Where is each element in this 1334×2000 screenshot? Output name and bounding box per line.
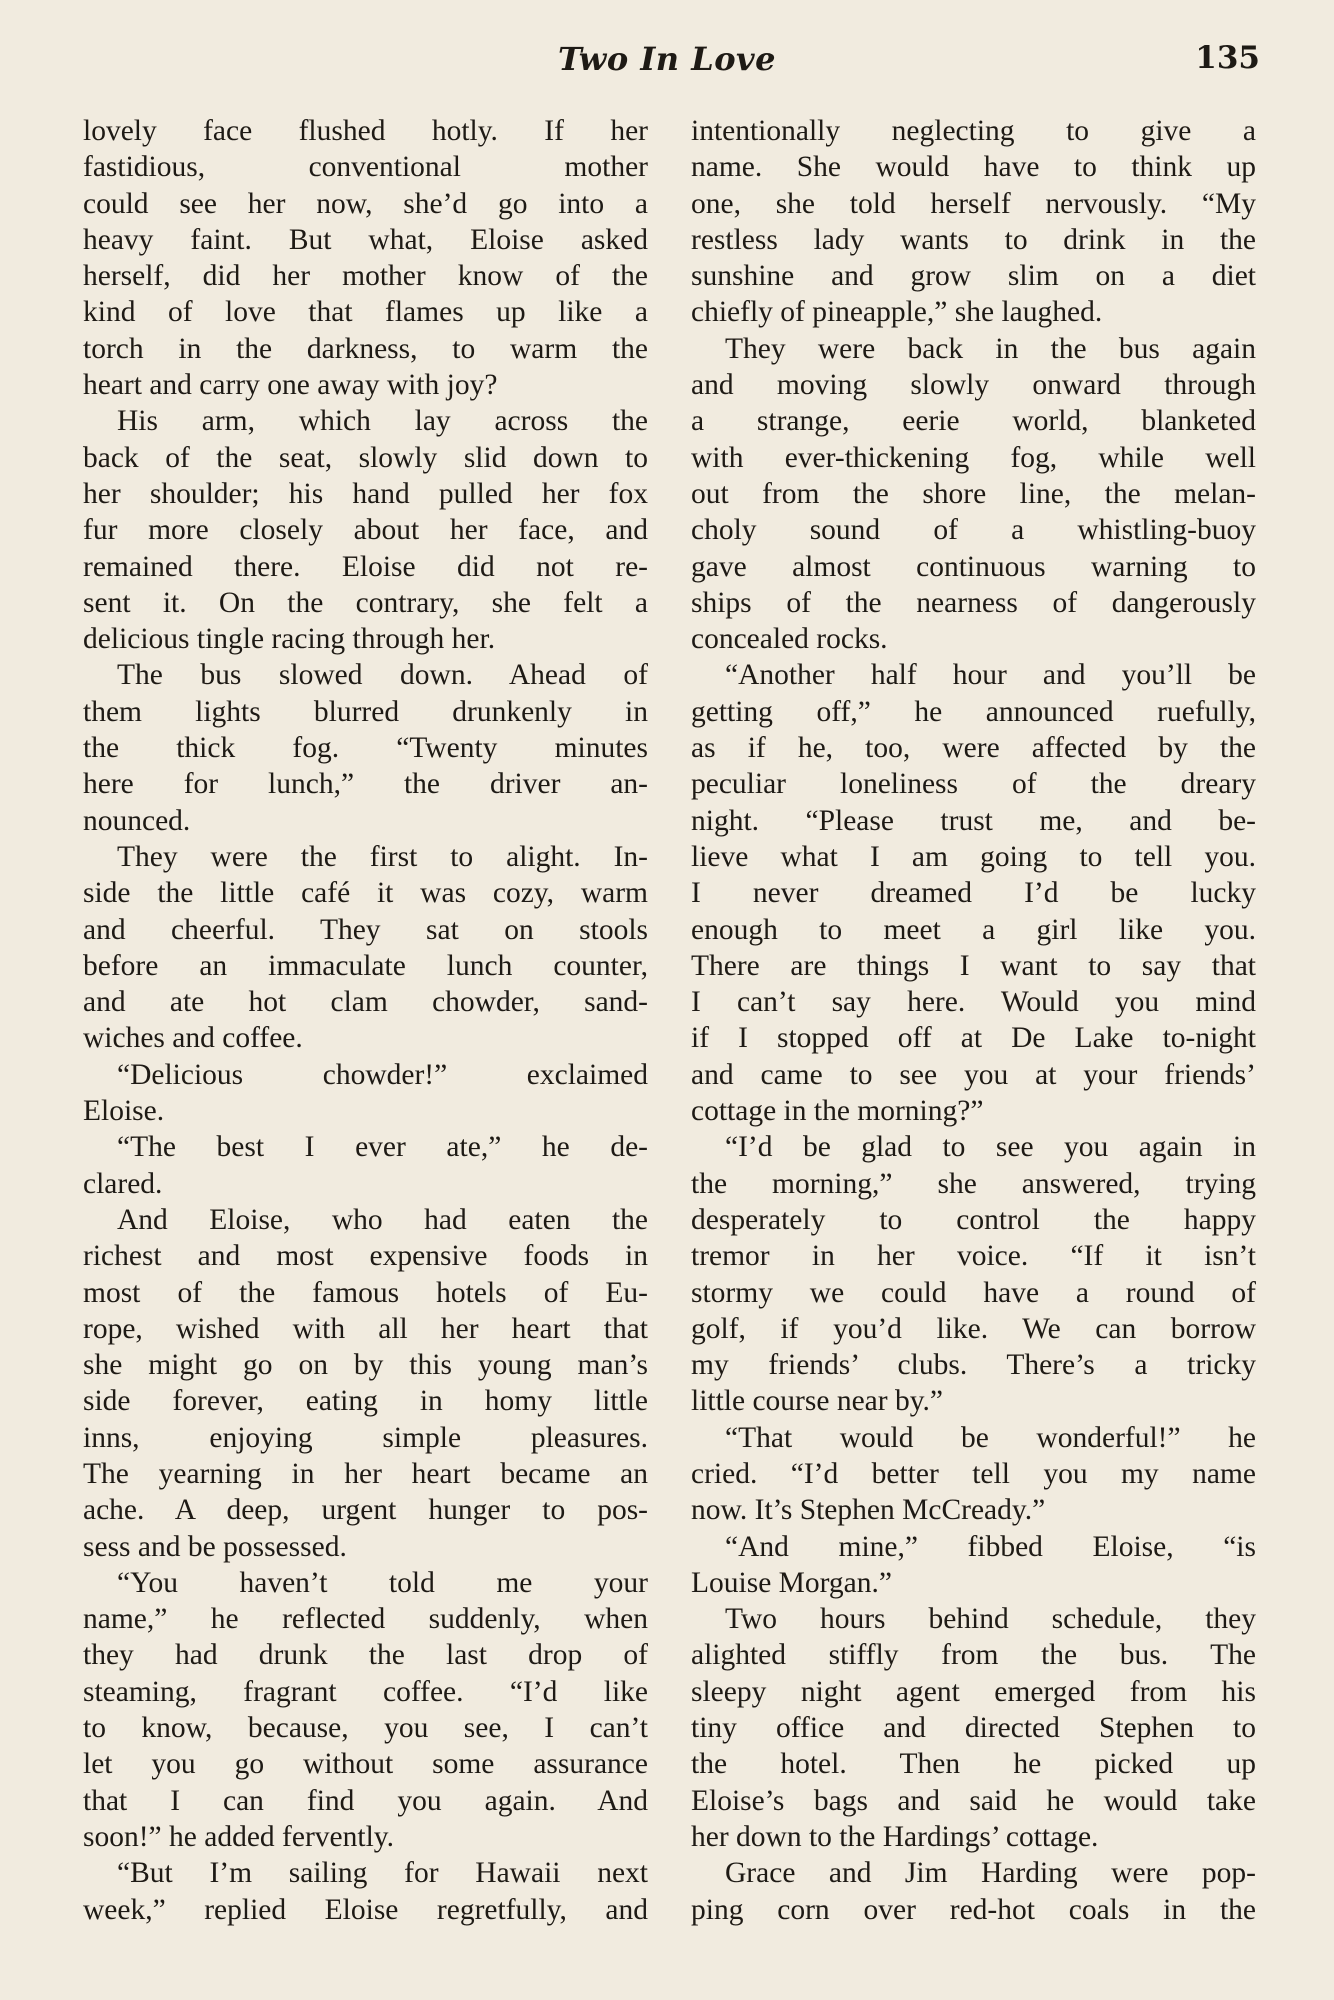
text-line: peculiar loneliness of the dreary	[691, 768, 1256, 801]
text-line: torch in the darkness, to warm the	[83, 332, 648, 365]
text-line: that I can find you again. And	[83, 1784, 648, 1817]
text-line: ache. A deep, urgent hunger to pos-	[83, 1494, 648, 1527]
text-line: His arm, which lay across the	[117, 405, 648, 438]
text-line: restless lady wants to drink in the	[691, 223, 1256, 256]
text-line: “The best I ever ate,” he de-	[117, 1131, 648, 1164]
text-line: little course near by.”	[691, 1385, 944, 1418]
text-line: my friends’ clubs. There’s a tricky	[691, 1349, 1256, 1382]
running-title: Two In Love	[558, 40, 776, 78]
text-line: They were the first to alight. In-	[117, 840, 648, 873]
text-line: intentionally neglecting to give a	[691, 115, 1256, 147]
text-line: There are things I want to say that	[691, 949, 1256, 982]
text-line: back of the seat, slowly slid down to	[83, 441, 648, 474]
right-text-column	[691, 113, 1256, 1928]
text-line: she might go on by this young man’s	[83, 1349, 648, 1382]
text-line: sunshine and grow slim on a diet	[691, 260, 1256, 293]
text-line: “And mine,” fibbed Eloise, “is	[725, 1530, 1256, 1563]
text-line: and came to see you at your friends’	[691, 1058, 1256, 1091]
text-line: delicious tingle racing through her.	[83, 623, 496, 656]
text-line: ships of the nearness of dangerously	[691, 586, 1256, 619]
text-line: gave almost continuous warning to	[691, 550, 1256, 583]
text-line: They were back in the bus again	[725, 332, 1256, 365]
text-line: remained there. Eloise did not re-	[83, 550, 648, 583]
text-line: fastidious, conventional mother	[83, 151, 648, 184]
text-line: concealed rocks.	[691, 623, 888, 656]
text-line: them lights blurred drunkenly in	[83, 695, 648, 728]
text-line: as if he, too, were affected by the	[691, 732, 1256, 765]
text-line: name. She would have to think up	[691, 151, 1256, 184]
text-line: they had drunk the last drop of	[83, 1639, 648, 1672]
text-line: to know, because, you see, I can’t	[83, 1712, 648, 1745]
text-line: most of the famous hotels of Eu-	[83, 1276, 648, 1309]
text-line: her down to the Hardings’ cottage.	[691, 1820, 1099, 1853]
text-line: alighted stiffly from the bus. The	[691, 1639, 1256, 1672]
text-line: before an immaculate lunch counter,	[83, 949, 648, 982]
text-line: Eloise.	[83, 1095, 165, 1128]
text-line: The bus slowed down. Ahead of	[117, 659, 648, 692]
text-line: sent it. On the contrary, she felt a	[83, 586, 648, 619]
text-line: could see her now, she’d go into a	[83, 187, 648, 220]
text-line: desperately to control the happy	[691, 1203, 1256, 1236]
text-line: getting off,” he announced ruefully,	[691, 695, 1256, 728]
text-line: side forever, eating in homy little	[83, 1385, 648, 1418]
text-line: Louise Morgan.”	[691, 1566, 892, 1599]
text-line: richest and most expensive foods in	[83, 1240, 648, 1273]
text-line: her shoulder; his hand pulled her fox	[83, 477, 648, 510]
text-line: golf, if you’d like. We can borrow	[691, 1312, 1256, 1345]
text-line: heavy faint. But what, Eloise asked	[83, 223, 648, 256]
text-line: “That would be wonderful!” he	[725, 1421, 1256, 1454]
text-line: Grace and Jim Harding were pop-	[725, 1857, 1256, 1890]
text-line: and ate hot clam chowder, sand-	[83, 986, 648, 1019]
text-line: chiefly of pineapple,” she laughed.	[691, 296, 1103, 329]
text-line: cottage in the morning?”	[691, 1095, 984, 1128]
text-line: Two hours behind schedule, they	[725, 1603, 1256, 1636]
text-line: sleepy night agent emerged from his	[691, 1675, 1256, 1708]
text-line: if I stopped off at De Lake to-night	[691, 1022, 1256, 1055]
left-text-column	[83, 113, 648, 1928]
text-line: rope, wished with all her heart that	[83, 1312, 648, 1345]
page-number: 135	[1195, 40, 1260, 76]
text-line: clared.	[83, 1167, 163, 1200]
text-line: “I’d be glad to see you again in	[725, 1131, 1256, 1164]
text-line: now. It’s Stephen McCready.”	[691, 1494, 1046, 1527]
text-line: “Another half hour and you’ll be	[725, 659, 1256, 692]
text-line: the thick fog. “Twenty minutes	[83, 732, 648, 765]
text-line: name,” he reflected suddenly, when	[83, 1603, 648, 1636]
text-line: with ever-thickening fog, while well	[691, 441, 1256, 474]
text-line: ping corn over red-hot coals in the	[691, 1893, 1256, 1926]
text-line: the morning,” she answered, trying	[691, 1167, 1256, 1200]
text-line: steaming, fragrant coffee. “I’d like	[83, 1675, 648, 1708]
text-line: lovely face flushed hotly. If her	[83, 115, 648, 147]
text-line: choly sound of a whistling-buoy	[691, 514, 1256, 547]
text-line: a strange, eerie world, blanketed	[691, 405, 1256, 438]
text-line: the hotel. Then he picked up	[691, 1748, 1256, 1781]
text-line: wiches and coffee.	[83, 1022, 303, 1055]
text-line: stormy we could have a round of	[691, 1276, 1256, 1309]
text-line: night. “Please trust me, and be-	[691, 804, 1256, 837]
text-line: inns, enjoying simple pleasures.	[83, 1421, 648, 1454]
text-line: week,” replied Eloise regretfully, and	[83, 1893, 648, 1926]
text-line: and cheerful. They sat on stools	[83, 913, 648, 946]
text-line: heart and carry one away with joy?	[83, 369, 498, 402]
text-line: fur more closely about her face, and	[83, 514, 648, 547]
text-line: here for lunch,” the driver an-	[83, 768, 648, 801]
text-line: “But I’m sailing for Hawaii next	[117, 1857, 648, 1890]
text-line: and moving slowly onward through	[691, 369, 1256, 402]
text-line: And Eloise, who had eaten the	[117, 1203, 648, 1236]
text-line: soon!” he added fervently.	[83, 1820, 394, 1853]
text-line: I can’t say here. Would you mind	[691, 986, 1256, 1019]
text-line: kind of love that flames up like a	[83, 296, 648, 329]
text-line: “You haven’t told me your	[117, 1566, 648, 1599]
text-line: nounced.	[83, 804, 191, 837]
text-line: sess and be possessed.	[83, 1530, 347, 1563]
text-line: tiny office and directed Stephen to	[691, 1712, 1256, 1745]
text-line: tremor in her voice. “If it isn’t	[691, 1240, 1256, 1273]
text-line: lieve what I am going to tell you.	[691, 840, 1256, 873]
text-line: enough to meet a girl like you.	[691, 913, 1256, 946]
text-line: out from the shore line, the melan-	[691, 477, 1256, 510]
text-line: herself, did her mother know of the	[83, 260, 648, 293]
text-line: I never dreamed I’d be lucky	[691, 877, 1256, 910]
text-line: let you go without some assurance	[83, 1748, 648, 1781]
text-line: cried. “I’d better tell you my name	[691, 1457, 1256, 1490]
text-line: The yearning in her heart became an	[83, 1457, 648, 1490]
text-line: Eloise’s bags and said he would take	[691, 1784, 1256, 1817]
text-line: side the little café it was cozy, warm	[83, 877, 648, 910]
text-line: “Delicious chowder!” exclaimed	[117, 1058, 648, 1091]
text-line: one, she told herself nervously. “My	[691, 187, 1256, 220]
